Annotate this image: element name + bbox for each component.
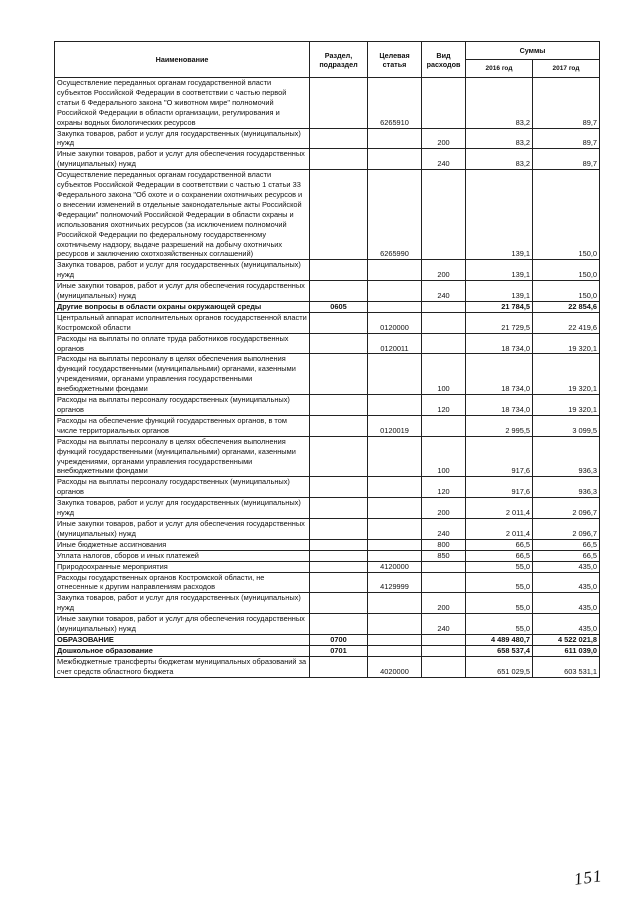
cell-2017: 19 320,1	[533, 395, 600, 416]
cell-name: Расходы на обеспечение функций государственных органов, в том числе территориальных органов	[55, 415, 310, 436]
table-row	[55, 354, 600, 395]
table-row	[55, 539, 600, 550]
table-row	[55, 593, 600, 614]
cell-2017: 150,0	[533, 170, 600, 260]
cell-2016: 917,6	[466, 477, 533, 498]
cell-2017: 3 099,5	[533, 415, 600, 436]
cell-celevaya: 4120000	[368, 561, 422, 572]
cell-razdel	[310, 539, 368, 550]
cell-name: Дошкольное образование	[55, 645, 310, 656]
cell-2017: 89,7	[533, 78, 600, 129]
cell-name: Закупка товаров, работ и услуг для государственных (муниципальных) нужд	[55, 498, 310, 519]
cell-2016: 139,1	[466, 281, 533, 302]
cell-razdel	[310, 477, 368, 498]
cell-name: Закупка товаров, работ и услуг для государственных (муниципальных) нужд	[55, 593, 310, 614]
cell-vid: 800	[422, 539, 466, 550]
header-year-2016: 2016 год	[466, 60, 533, 78]
cell-name: Расходы государственных органов Костромской области, не отнесенные к другим направлениям расходов	[55, 572, 310, 593]
cell-razdel	[310, 149, 368, 170]
cell-2017: 2 096,7	[533, 518, 600, 539]
cell-2016: 139,1	[466, 170, 533, 260]
cell-2016: 917,6	[466, 436, 533, 477]
cell-2016: 4 489 480,7	[466, 634, 533, 645]
cell-2016: 55,0	[466, 572, 533, 593]
cell-2016: 55,0	[466, 561, 533, 572]
cell-2016: 18 734,0	[466, 333, 533, 354]
cell-2017: 150,0	[533, 260, 600, 281]
cell-razdel: 0700	[310, 634, 368, 645]
cell-celevaya	[368, 128, 422, 149]
cell-2017: 435,0	[533, 561, 600, 572]
cell-name: Иные закупки товаров, работ и услуг для обеспечения государственных (муниципальных) нужд	[55, 518, 310, 539]
cell-vid: 200	[422, 260, 466, 281]
header-year-2017: 2017 год	[533, 60, 600, 78]
cell-2017: 66,5	[533, 550, 600, 561]
cell-vid	[422, 572, 466, 593]
cell-celevaya	[368, 634, 422, 645]
cell-2016: 18 734,0	[466, 395, 533, 416]
budget-table	[54, 41, 600, 678]
cell-2016: 18 734,0	[466, 354, 533, 395]
table-row	[55, 415, 600, 436]
cell-celevaya	[368, 550, 422, 561]
cell-2016: 2 011,4	[466, 518, 533, 539]
table-row	[55, 498, 600, 519]
cell-celevaya: 0120000	[368, 312, 422, 333]
cell-vid: 200	[422, 498, 466, 519]
cell-celevaya	[368, 149, 422, 170]
cell-name: Расходы на выплаты персоналу в целях обеспечения выполнения функций государственными (муниципальными) органами, казенными учреждениями, органами управления государственными внебюджетными фондами	[55, 354, 310, 395]
cell-celevaya	[368, 436, 422, 477]
table-row	[55, 260, 600, 281]
cell-celevaya	[368, 593, 422, 614]
cell-2016: 658 537,4	[466, 645, 533, 656]
cell-razdel	[310, 561, 368, 572]
cell-vid: 240	[422, 518, 466, 539]
cell-2017: 435,0	[533, 593, 600, 614]
table-row	[55, 333, 600, 354]
cell-2016: 2 011,4	[466, 498, 533, 519]
cell-vid	[422, 78, 466, 129]
table-row	[55, 128, 600, 149]
cell-celevaya: 4129999	[368, 572, 422, 593]
cell-name: Иные закупки товаров, работ и услуг для обеспечения государственных (муниципальных) нужд	[55, 614, 310, 635]
cell-2017: 19 320,1	[533, 333, 600, 354]
cell-2017: 435,0	[533, 614, 600, 635]
table-row	[55, 78, 600, 129]
cell-2016: 651 029,5	[466, 656, 533, 677]
cell-name: Центральный аппарат исполнительных органов государственной власти Костромской области	[55, 312, 310, 333]
cell-name: Иные закупки товаров, работ и услуг для обеспечения государственных (муниципальных) нужд	[55, 149, 310, 170]
cell-2017: 19 320,1	[533, 354, 600, 395]
cell-vid	[422, 333, 466, 354]
cell-2017: 4 522 021,8	[533, 634, 600, 645]
cell-vid	[422, 634, 466, 645]
cell-razdel	[310, 170, 368, 260]
cell-vid: 100	[422, 436, 466, 477]
cell-vid: 240	[422, 614, 466, 635]
cell-2017: 22 854,6	[533, 301, 600, 312]
cell-vid: 850	[422, 550, 466, 561]
cell-vid	[422, 415, 466, 436]
cell-2017: 936,3	[533, 477, 600, 498]
cell-2017: 66,5	[533, 539, 600, 550]
cell-2016: 2 995,5	[466, 415, 533, 436]
table-row	[55, 518, 600, 539]
cell-2017: 89,7	[533, 149, 600, 170]
cell-celevaya	[368, 498, 422, 519]
cell-name: Расходы на выплаты персоналу государственных (муниципальных) органов	[55, 477, 310, 498]
cell-vid	[422, 312, 466, 333]
cell-2016: 55,0	[466, 614, 533, 635]
table-row	[55, 614, 600, 635]
table-row	[55, 170, 600, 260]
cell-2016: 55,0	[466, 593, 533, 614]
cell-razdel	[310, 354, 368, 395]
cell-vid: 120	[422, 477, 466, 498]
cell-razdel: 0605	[310, 301, 368, 312]
cell-name: Межбюджетные трансферты бюджетам муниципальных образований за счет средств областного бюджета	[55, 656, 310, 677]
cell-2017: 603 531,1	[533, 656, 600, 677]
table-row	[55, 645, 600, 656]
cell-vid: 100	[422, 354, 466, 395]
cell-celevaya	[368, 477, 422, 498]
cell-2016: 139,1	[466, 260, 533, 281]
table-row	[55, 572, 600, 593]
table-row	[55, 149, 600, 170]
cell-2016: 66,5	[466, 550, 533, 561]
cell-razdel	[310, 333, 368, 354]
cell-celevaya	[368, 539, 422, 550]
table-row	[55, 550, 600, 561]
cell-celevaya: 4020000	[368, 656, 422, 677]
cell-razdel	[310, 498, 368, 519]
cell-celevaya	[368, 260, 422, 281]
cell-razdel	[310, 550, 368, 561]
cell-razdel	[310, 312, 368, 333]
cell-2016: 21 784,5	[466, 301, 533, 312]
header-name: Наименование	[55, 42, 310, 78]
cell-razdel	[310, 260, 368, 281]
cell-vid: 120	[422, 395, 466, 416]
cell-razdel	[310, 128, 368, 149]
cell-celevaya	[368, 614, 422, 635]
cell-name: Осуществление переданных органам государственной власти субъектов Российской Федерации в соответствии с частью 1 статьи 33 Федерального закона "Об охоте и о сохранении охотничьих ресурсов и о внесении изменений в отдельные законодательные акты Российской Федерации" полномочий Российской Федерации в области охраны и использования охотничьих ресурсов (за исключением полномочий Российской Федерации по федеральному государственному охотничьему надзору, выдаче разрешений на добычу охотничьих ресурсов и заключению охотхозяйственных соглашений)	[55, 170, 310, 260]
cell-celevaya: 6265910	[368, 78, 422, 129]
cell-2017: 2 096,7	[533, 498, 600, 519]
cell-razdel	[310, 572, 368, 593]
cell-vid	[422, 170, 466, 260]
table-row	[55, 281, 600, 302]
cell-vid	[422, 645, 466, 656]
cell-2016: 83,2	[466, 78, 533, 129]
cell-celevaya	[368, 395, 422, 416]
header-summy: Суммы	[466, 42, 600, 60]
header-vid: Вид расходов	[422, 42, 466, 78]
cell-razdel	[310, 518, 368, 539]
cell-razdel	[310, 656, 368, 677]
cell-2017: 150,0	[533, 281, 600, 302]
cell-celevaya: 0120011	[368, 333, 422, 354]
header-celevaya: Целевая статья	[368, 42, 422, 78]
cell-name: Природоохранные мероприятия	[55, 561, 310, 572]
cell-vid	[422, 561, 466, 572]
cell-razdel	[310, 415, 368, 436]
cell-2017: 22 419,6	[533, 312, 600, 333]
cell-2016: 83,2	[466, 149, 533, 170]
cell-name: Другие вопросы в области охраны окружающей среды	[55, 301, 310, 312]
cell-vid: 240	[422, 281, 466, 302]
page-number: 151	[572, 866, 604, 889]
cell-2017: 611 039,0	[533, 645, 600, 656]
cell-razdel	[310, 614, 368, 635]
cell-vid: 200	[422, 128, 466, 149]
cell-vid	[422, 656, 466, 677]
cell-razdel	[310, 78, 368, 129]
cell-2016: 66,5	[466, 539, 533, 550]
table-row	[55, 561, 600, 572]
cell-celevaya: 6265990	[368, 170, 422, 260]
cell-name: Иные закупки товаров, работ и услуг для обеспечения государственных (муниципальных) нужд	[55, 281, 310, 302]
cell-razdel	[310, 593, 368, 614]
table-row	[55, 436, 600, 477]
table-row	[55, 656, 600, 677]
cell-razdel: 0701	[310, 645, 368, 656]
cell-celevaya	[368, 518, 422, 539]
table-row	[55, 634, 600, 645]
cell-razdel	[310, 436, 368, 477]
cell-name: Иные бюджетные ассигнования	[55, 539, 310, 550]
cell-name: Расходы на выплаты персоналу в целях обеспечения выполнения функций государственными (муниципальными) органами, казенными учреждениями, органами управления государственными внебюджетными фондами	[55, 436, 310, 477]
header-razdel: Раздел, подраздел	[310, 42, 368, 78]
cell-name: Закупка товаров, работ и услуг для государственных (муниципальных) нужд	[55, 260, 310, 281]
cell-2017: 89,7	[533, 128, 600, 149]
cell-razdel	[310, 395, 368, 416]
cell-vid: 240	[422, 149, 466, 170]
cell-celevaya	[368, 281, 422, 302]
table-row	[55, 395, 600, 416]
cell-celevaya	[368, 301, 422, 312]
cell-2016: 21 729,5	[466, 312, 533, 333]
cell-vid	[422, 301, 466, 312]
cell-2017: 435,0	[533, 572, 600, 593]
cell-name: Уплата налогов, сборов и иных платежей	[55, 550, 310, 561]
cell-name: Осуществление переданных органам государственной власти субъектов Российской Федерации в соответствии с частью первой статьи 6 Федерального закона "О животном мире" полномочий Российской Федерации в области организации, регулирования и охраны водных биологических ресурсов	[55, 78, 310, 129]
cell-vid: 200	[422, 593, 466, 614]
cell-2016: 83,2	[466, 128, 533, 149]
cell-2017: 936,3	[533, 436, 600, 477]
cell-celevaya: 0120019	[368, 415, 422, 436]
table-row	[55, 477, 600, 498]
table-row	[55, 312, 600, 333]
cell-name: Закупка товаров, работ и услуг для государственных (муниципальных) нужд	[55, 128, 310, 149]
cell-name: Расходы на выплаты по оплате труда работников государственных органов	[55, 333, 310, 354]
cell-celevaya	[368, 645, 422, 656]
cell-name: Расходы на выплаты персоналу государственных (муниципальных) органов	[55, 395, 310, 416]
table-row	[55, 301, 600, 312]
cell-razdel	[310, 281, 368, 302]
cell-name: ОБРАЗОВАНИЕ	[55, 634, 310, 645]
table-body	[55, 78, 600, 678]
cell-celevaya	[368, 354, 422, 395]
